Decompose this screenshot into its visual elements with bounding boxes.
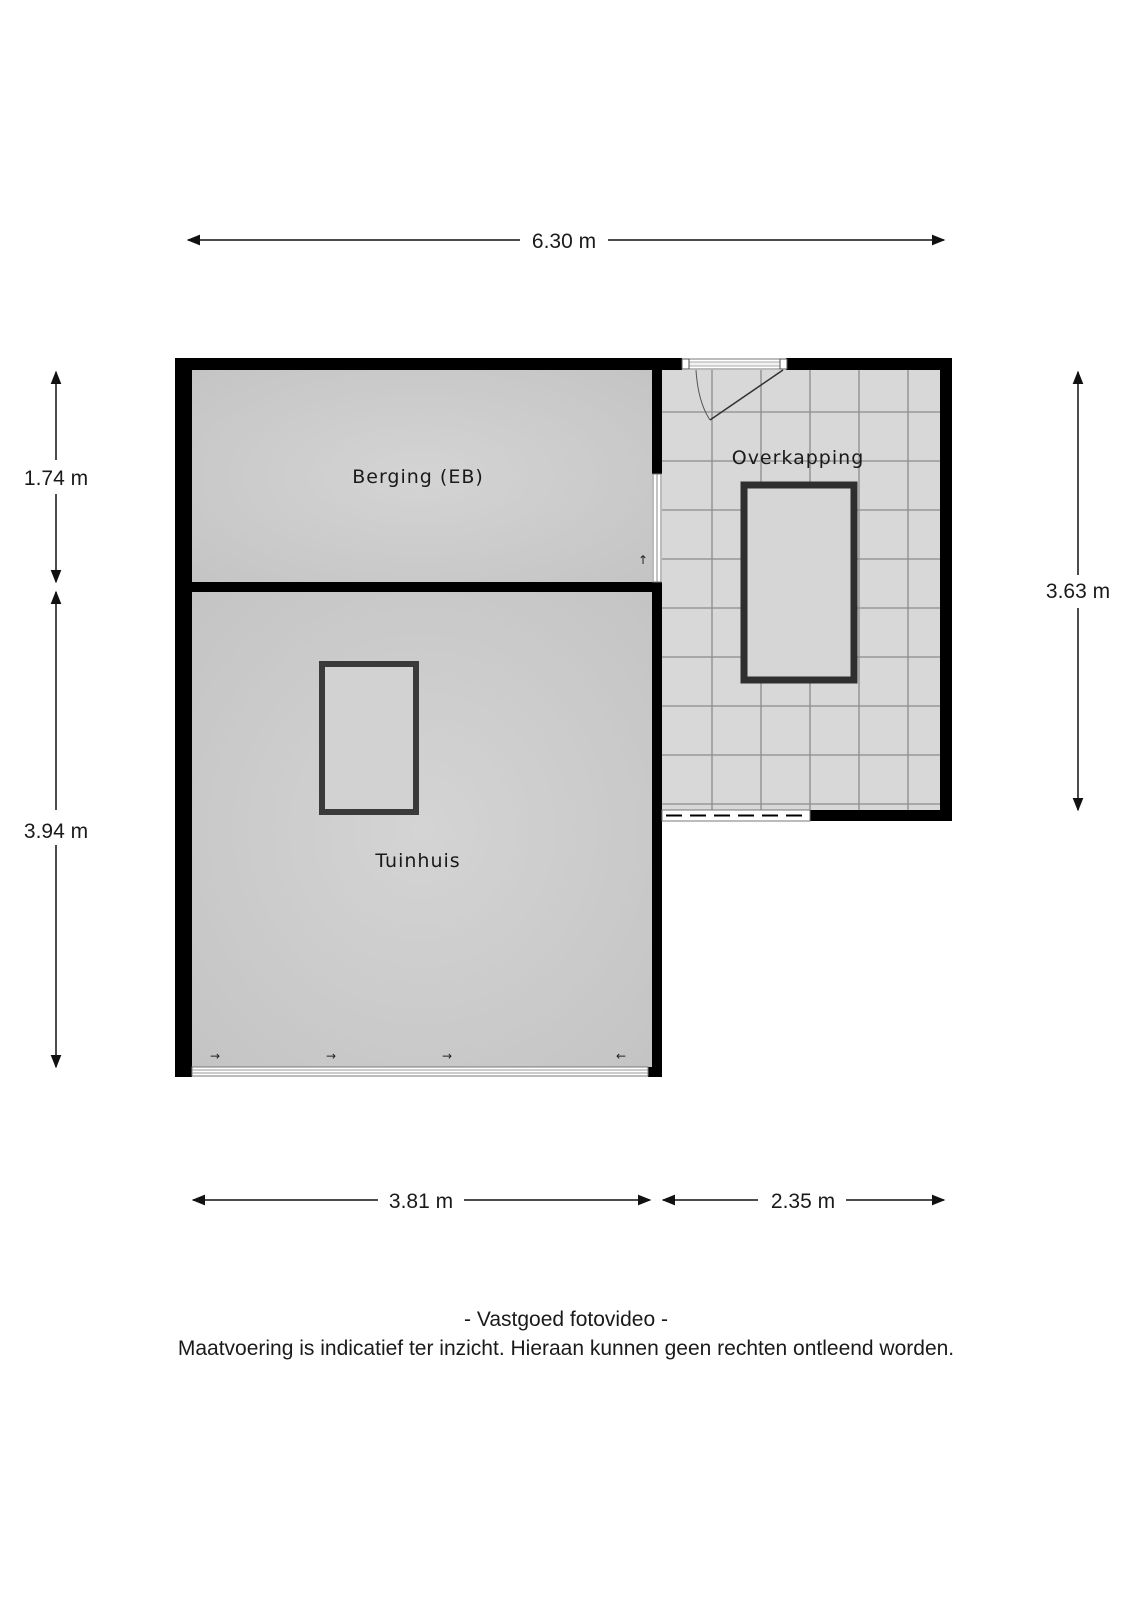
dimension-bottom-left-label: 3.81 m <box>388 1190 454 1213</box>
room-label-tuinhuis: Tuinhuis <box>375 850 461 872</box>
room-label-berging: Berging (EB) <box>352 466 484 488</box>
dimension-left-upper-label: 1.74 m <box>23 467 89 490</box>
dimension-left-upper <box>24 372 88 582</box>
svg-text:→: → <box>326 1049 337 1063</box>
dimension-left-lower <box>24 592 88 1067</box>
tuinhuis-skylight <box>322 664 416 812</box>
wall-bottom-left-post <box>175 1067 192 1077</box>
wall-top-right <box>786 358 952 370</box>
overkapping-open-edge <box>662 810 810 821</box>
dimension-bottom-right <box>663 1190 944 1213</box>
tuinhuis-floor <box>192 592 652 1067</box>
dimension-bottom-left <box>193 1190 650 1213</box>
svg-text:↑: ↑ <box>638 553 649 567</box>
dimension-top-total <box>188 230 944 253</box>
wall-bottom-right-post <box>648 1067 662 1077</box>
footer-disclaimer: Maatvoering is indicatief ter inzicht. Hieraan kunnen geen rechten ontleend worden. <box>177 1337 955 1360</box>
svg-text:→: → <box>210 1049 221 1063</box>
room-label-overkapping: Overkapping <box>731 447 865 469</box>
wall-partition <box>186 582 662 592</box>
wall-left <box>175 358 192 1077</box>
dimension-right-label: 3.63 m <box>1045 580 1111 603</box>
dimension-right <box>1046 372 1110 810</box>
overkapping-skylight <box>744 485 854 680</box>
footer-credit: - Vastgoed fotovideo - <box>464 1308 668 1331</box>
dimension-top-total-label: 6.30 m <box>531 230 597 253</box>
wall-right <box>940 358 952 821</box>
wall-top-left <box>175 358 682 370</box>
dimension-left-lower-label: 3.94 m <box>23 820 89 843</box>
svg-text:→: → <box>442 1049 453 1063</box>
wall-berging-right <box>652 358 662 474</box>
wall-overkapping-bottom <box>810 810 952 821</box>
wall-tuinhuis-right <box>652 582 662 1077</box>
dimension-bottom-right-label: 2.35 m <box>770 1190 836 1213</box>
svg-text:←: ← <box>616 1049 627 1063</box>
